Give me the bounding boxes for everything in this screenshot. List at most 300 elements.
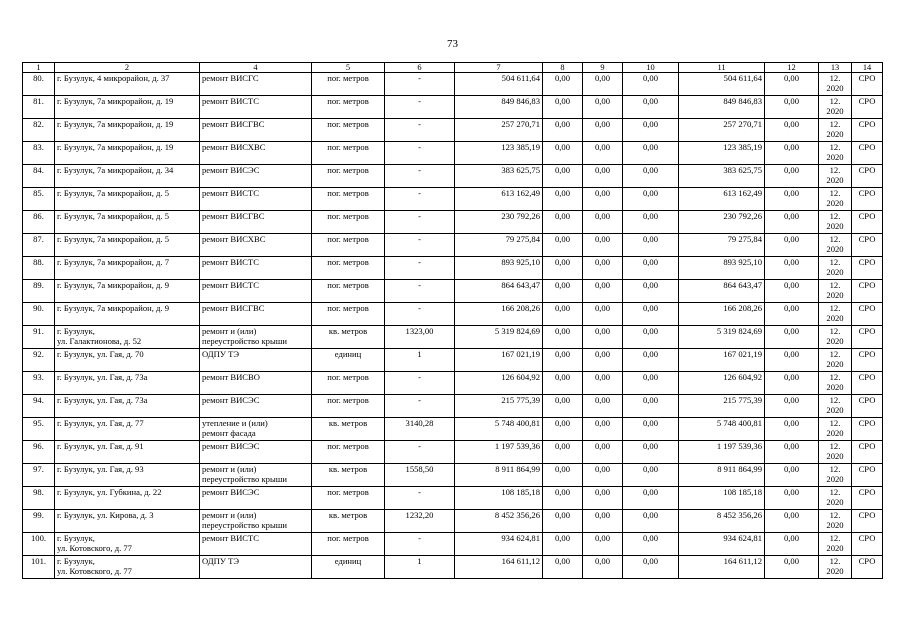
table-row: [23, 280, 883, 303]
unit-cell: пог. метров: [312, 257, 385, 280]
fund-cell: 0,00: [623, 280, 679, 303]
fund-cell: 0,00: [583, 464, 623, 487]
owner-funds-cell: 108 185,18: [679, 487, 765, 510]
fund-cell: 0,00: [583, 211, 623, 234]
fund-cell: 0,00: [543, 280, 583, 303]
total-cost-cell: 5 748 400,81: [455, 418, 543, 441]
column-number-header: 4: [200, 63, 312, 73]
fund-cell: 0,00: [583, 326, 623, 349]
owner-funds-cell: 849 846,83: [679, 96, 765, 119]
address-cell: г. Бузулук, ул. Губкина, д. 22: [55, 487, 200, 510]
fund-cell: 0,00: [623, 234, 679, 257]
owner-funds-cell: 613 162,49: [679, 188, 765, 211]
owner-funds-cell: 230 792,26: [679, 211, 765, 234]
column-number-header: 1: [23, 63, 55, 73]
unit-cell: пог. метров: [312, 211, 385, 234]
unit-cell: пог. метров: [312, 73, 385, 96]
volume-cell: 3140,28: [385, 418, 455, 441]
owner-funds-cell: 215 775,39: [679, 395, 765, 418]
fund-cell: 0,00: [765, 119, 819, 142]
completion-date-cell: 12. 2020: [819, 556, 852, 579]
address-cell: г. Бузулук, ул. Галактионова, д. 52: [55, 326, 200, 349]
fund-cell: 0,00: [765, 280, 819, 303]
method-cell: СРО: [852, 372, 883, 395]
fund-cell: 0,00: [765, 188, 819, 211]
fund-cell: 0,00: [765, 556, 819, 579]
method-cell: СРО: [852, 188, 883, 211]
fund-cell: 0,00: [583, 73, 623, 96]
fund-cell: 0,00: [543, 188, 583, 211]
address-cell: г. Бузулук, 7а микрорайон, д. 34: [55, 165, 200, 188]
fund-cell: 0,00: [543, 211, 583, 234]
work-type-cell: ремонт ВИСЭС: [200, 165, 312, 188]
fund-cell: 0,00: [623, 464, 679, 487]
completion-date-cell: 12. 2020: [819, 257, 852, 280]
table-row: [23, 96, 883, 119]
address-cell: г. Бузулук, 7а микрорайон, д. 5: [55, 234, 200, 257]
work-type-cell: ремонт ВИСГС: [200, 73, 312, 96]
row-number-cell: 88.: [23, 257, 55, 280]
table-row: [23, 349, 883, 372]
volume-cell: -: [385, 372, 455, 395]
row-number-cell: 80.: [23, 73, 55, 96]
column-number-header: 7: [455, 63, 543, 73]
total-cost-cell: 849 846,83: [455, 96, 543, 119]
total-cost-cell: 934 624,81: [455, 533, 543, 556]
fund-cell: 0,00: [623, 349, 679, 372]
row-number-cell: 85.: [23, 188, 55, 211]
column-number-header: 8: [543, 63, 583, 73]
completion-date-cell: 12. 2020: [819, 487, 852, 510]
work-type-cell: ремонт ВИСТС: [200, 280, 312, 303]
method-cell: СРО: [852, 418, 883, 441]
unit-cell: пог. метров: [312, 119, 385, 142]
fund-cell: 0,00: [543, 441, 583, 464]
unit-cell: пог. метров: [312, 395, 385, 418]
table-row: [23, 372, 883, 395]
completion-date-cell: 12. 2020: [819, 418, 852, 441]
table-row: [23, 211, 883, 234]
completion-date-cell: 12. 2020: [819, 280, 852, 303]
unit-cell: кв. метров: [312, 418, 385, 441]
work-type-cell: ремонт ВИСГВС: [200, 303, 312, 326]
volume-cell: -: [385, 257, 455, 280]
fund-cell: 0,00: [765, 510, 819, 533]
volume-cell: -: [385, 188, 455, 211]
column-number-header: 2: [55, 63, 200, 73]
total-cost-cell: 164 611,12: [455, 556, 543, 579]
fund-cell: 0,00: [583, 280, 623, 303]
work-type-cell: ОДПУ ТЭ: [200, 349, 312, 372]
fund-cell: 0,00: [543, 533, 583, 556]
fund-cell: 0,00: [583, 372, 623, 395]
fund-cell: 0,00: [583, 533, 623, 556]
table-row: [23, 418, 883, 441]
fund-cell: 0,00: [543, 487, 583, 510]
total-cost-cell: 230 792,26: [455, 211, 543, 234]
row-number-cell: 97.: [23, 464, 55, 487]
column-number-header: 9: [583, 63, 623, 73]
table-row: [23, 119, 883, 142]
total-cost-cell: 123 385,19: [455, 142, 543, 165]
volume-cell: -: [385, 165, 455, 188]
work-type-cell: ремонт и (или) переустройство крыши: [200, 464, 312, 487]
volume-cell: -: [385, 234, 455, 257]
fund-cell: 0,00: [765, 73, 819, 96]
work-type-cell: ремонт ВИСГВС: [200, 211, 312, 234]
work-type-cell: ремонт ВИСЭС: [200, 441, 312, 464]
completion-date-cell: 12. 2020: [819, 441, 852, 464]
owner-funds-cell: 934 624,81: [679, 533, 765, 556]
volume-cell: 1558,50: [385, 464, 455, 487]
method-cell: СРО: [852, 119, 883, 142]
fund-cell: 0,00: [543, 257, 583, 280]
row-number-cell: 84.: [23, 165, 55, 188]
fund-cell: 0,00: [543, 142, 583, 165]
unit-cell: пог. метров: [312, 533, 385, 556]
address-cell: г. Бузулук, 7а микрорайон, д. 5: [55, 188, 200, 211]
fund-cell: 0,00: [583, 142, 623, 165]
fund-cell: 0,00: [583, 395, 623, 418]
unit-cell: кв. метров: [312, 510, 385, 533]
address-cell: г. Бузулук, ул. Гая, д. 77: [55, 418, 200, 441]
fund-cell: 0,00: [623, 96, 679, 119]
completion-date-cell: 12. 2020: [819, 188, 852, 211]
completion-date-cell: 12. 2020: [819, 372, 852, 395]
fund-cell: 0,00: [765, 487, 819, 510]
fund-cell: 0,00: [583, 96, 623, 119]
unit-cell: пог. метров: [312, 372, 385, 395]
row-number-cell: 94.: [23, 395, 55, 418]
total-cost-cell: 1 197 539,36: [455, 441, 543, 464]
owner-funds-cell: 8 452 356,26: [679, 510, 765, 533]
volume-cell: -: [385, 395, 455, 418]
completion-date-cell: 12. 2020: [819, 234, 852, 257]
fund-cell: 0,00: [543, 165, 583, 188]
fund-cell: 0,00: [765, 96, 819, 119]
fund-cell: 0,00: [623, 326, 679, 349]
completion-date-cell: 12. 2020: [819, 464, 852, 487]
total-cost-cell: 613 162,49: [455, 188, 543, 211]
table-row: [23, 188, 883, 211]
fund-cell: 0,00: [543, 418, 583, 441]
method-cell: СРО: [852, 303, 883, 326]
volume-cell: -: [385, 487, 455, 510]
volume-cell: 1232,20: [385, 510, 455, 533]
unit-cell: пог. метров: [312, 487, 385, 510]
owner-funds-cell: 893 925,10: [679, 257, 765, 280]
method-cell: СРО: [852, 326, 883, 349]
row-number-cell: 96.: [23, 441, 55, 464]
fund-cell: 0,00: [623, 395, 679, 418]
work-type-cell: ремонт ВИСТС: [200, 96, 312, 119]
unit-cell: пог. метров: [312, 165, 385, 188]
column-number-header: 10: [623, 63, 679, 73]
work-type-cell: ремонт ВИСГВС: [200, 119, 312, 142]
volume-cell: -: [385, 303, 455, 326]
column-number-header: 14: [852, 63, 883, 73]
row-number-cell: 89.: [23, 280, 55, 303]
address-cell: г. Бузулук, ул. Гая, д. 73а: [55, 395, 200, 418]
fund-cell: 0,00: [765, 303, 819, 326]
work-type-cell: ОДПУ ТЭ: [200, 556, 312, 579]
address-cell: г. Бузулук, 7а микрорайон, д. 5: [55, 211, 200, 234]
fund-cell: 0,00: [583, 418, 623, 441]
completion-date-cell: 12. 2020: [819, 395, 852, 418]
fund-cell: 0,00: [543, 510, 583, 533]
unit-cell: пог. метров: [312, 142, 385, 165]
total-cost-cell: 215 775,39: [455, 395, 543, 418]
volume-cell: -: [385, 533, 455, 556]
table-row: [23, 326, 883, 349]
address-cell: г. Бузулук, ул. Гая, д. 73а: [55, 372, 200, 395]
table-row: [23, 556, 883, 579]
row-number-cell: 91.: [23, 326, 55, 349]
volume-cell: -: [385, 142, 455, 165]
fund-cell: 0,00: [583, 119, 623, 142]
fund-cell: 0,00: [623, 188, 679, 211]
volume-cell: -: [385, 119, 455, 142]
row-number-cell: 93.: [23, 372, 55, 395]
fund-cell: 0,00: [623, 510, 679, 533]
table-row: [23, 441, 883, 464]
work-type-cell: ремонт ВИСТС: [200, 533, 312, 556]
total-cost-cell: 893 925,10: [455, 257, 543, 280]
fund-cell: 0,00: [765, 349, 819, 372]
completion-date-cell: 12. 2020: [819, 326, 852, 349]
fund-cell: 0,00: [623, 441, 679, 464]
work-type-cell: утепление и (или) ремонт фасада: [200, 418, 312, 441]
unit-cell: пог. метров: [312, 234, 385, 257]
work-type-cell: ремонт и (или) переустройство крыши: [200, 510, 312, 533]
work-type-cell: ремонт ВИСТС: [200, 188, 312, 211]
total-cost-cell: 126 604,92: [455, 372, 543, 395]
address-cell: г. Бузулук, 7а микрорайон, д. 19: [55, 119, 200, 142]
completion-date-cell: 12. 2020: [819, 510, 852, 533]
method-cell: СРО: [852, 556, 883, 579]
volume-cell: -: [385, 73, 455, 96]
owner-funds-cell: 123 385,19: [679, 142, 765, 165]
fund-cell: 0,00: [623, 211, 679, 234]
address-cell: г. Бузулук, ул. Кирова, д. 3: [55, 510, 200, 533]
row-number-cell: 100.: [23, 533, 55, 556]
owner-funds-cell: 126 604,92: [679, 372, 765, 395]
volume-cell: -: [385, 441, 455, 464]
table-row: [23, 395, 883, 418]
unit-cell: кв. метров: [312, 326, 385, 349]
row-number-cell: 87.: [23, 234, 55, 257]
fund-cell: 0,00: [583, 487, 623, 510]
completion-date-cell: 12. 2020: [819, 533, 852, 556]
method-cell: СРО: [852, 142, 883, 165]
fund-cell: 0,00: [765, 418, 819, 441]
total-cost-cell: 5 319 824,69: [455, 326, 543, 349]
fund-cell: 0,00: [543, 326, 583, 349]
completion-date-cell: 12. 2020: [819, 73, 852, 96]
work-type-cell: ремонт ВИСХВС: [200, 142, 312, 165]
address-cell: г. Бузулук, 7а микрорайон, д. 19: [55, 96, 200, 119]
volume-cell: -: [385, 211, 455, 234]
unit-cell: пог. метров: [312, 441, 385, 464]
page-number: 73: [447, 38, 458, 50]
address-cell: г. Бузулук, ул. Котовского, д. 77: [55, 556, 200, 579]
fund-cell: 0,00: [543, 349, 583, 372]
owner-funds-cell: 257 270,71: [679, 119, 765, 142]
fund-cell: 0,00: [623, 533, 679, 556]
fund-cell: 0,00: [583, 303, 623, 326]
owner-funds-cell: 8 911 864,99: [679, 464, 765, 487]
unit-cell: пог. метров: [312, 96, 385, 119]
fund-cell: 0,00: [765, 165, 819, 188]
fund-cell: 0,00: [623, 73, 679, 96]
column-number-header: 11: [679, 63, 765, 73]
method-cell: СРО: [852, 510, 883, 533]
unit-cell: кв. метров: [312, 464, 385, 487]
completion-date-cell: 12. 2020: [819, 142, 852, 165]
fund-cell: 0,00: [623, 487, 679, 510]
fund-cell: 0,00: [623, 303, 679, 326]
address-cell: г. Бузулук, 7а микрорайон, д. 9: [55, 280, 200, 303]
work-type-cell: ремонт ВИСЭС: [200, 487, 312, 510]
total-cost-cell: 108 185,18: [455, 487, 543, 510]
completion-date-cell: 12. 2020: [819, 96, 852, 119]
fund-cell: 0,00: [765, 211, 819, 234]
work-type-cell: ремонт ВИСТС: [200, 257, 312, 280]
owner-funds-cell: 167 021,19: [679, 349, 765, 372]
total-cost-cell: 8 452 356,26: [455, 510, 543, 533]
table-row: [23, 73, 883, 96]
fund-cell: 0,00: [543, 395, 583, 418]
row-number-cell: 98.: [23, 487, 55, 510]
column-number-header: 5: [312, 63, 385, 73]
method-cell: СРО: [852, 73, 883, 96]
total-cost-cell: 79 275,84: [455, 234, 543, 257]
total-cost-cell: 383 625,75: [455, 165, 543, 188]
fund-cell: 0,00: [543, 372, 583, 395]
method-cell: СРО: [852, 487, 883, 510]
fund-cell: 0,00: [583, 349, 623, 372]
fund-cell: 0,00: [543, 96, 583, 119]
total-cost-cell: 864 643,47: [455, 280, 543, 303]
address-cell: г. Бузулук, 7а микрорайон, д. 7: [55, 257, 200, 280]
row-number-cell: 95.: [23, 418, 55, 441]
table-row: [23, 234, 883, 257]
address-cell: г. Бузулук, 4 микрорайон, д. 37: [55, 73, 200, 96]
completion-date-cell: 12. 2020: [819, 165, 852, 188]
volume-cell: 1323,00: [385, 326, 455, 349]
table-row: [23, 303, 883, 326]
fund-cell: 0,00: [765, 234, 819, 257]
fund-cell: 0,00: [623, 556, 679, 579]
volume-cell: 1: [385, 349, 455, 372]
owner-funds-cell: 383 625,75: [679, 165, 765, 188]
completion-date-cell: 12. 2020: [819, 211, 852, 234]
method-cell: СРО: [852, 165, 883, 188]
method-cell: СРО: [852, 349, 883, 372]
unit-cell: единиц: [312, 349, 385, 372]
address-cell: г. Бузулук, ул. Гая, д. 93: [55, 464, 200, 487]
fund-cell: 0,00: [623, 119, 679, 142]
method-cell: СРО: [852, 533, 883, 556]
fund-cell: 0,00: [583, 257, 623, 280]
fund-cell: 0,00: [583, 165, 623, 188]
fund-cell: 0,00: [543, 556, 583, 579]
fund-cell: 0,00: [765, 441, 819, 464]
completion-date-cell: 12. 2020: [819, 303, 852, 326]
fund-cell: 0,00: [543, 464, 583, 487]
volume-cell: -: [385, 280, 455, 303]
owner-funds-cell: 504 611,64: [679, 73, 765, 96]
fund-cell: 0,00: [543, 119, 583, 142]
total-cost-cell: 257 270,71: [455, 119, 543, 142]
table-row: [23, 165, 883, 188]
method-cell: СРО: [852, 280, 883, 303]
address-cell: г. Бузулук, ул. Гая, д. 91: [55, 441, 200, 464]
address-cell: г. Бузулук, 7а микрорайон, д. 9: [55, 303, 200, 326]
owner-funds-cell: 5 748 400,81: [679, 418, 765, 441]
row-number-cell: 92.: [23, 349, 55, 372]
owner-funds-cell: 1 197 539,36: [679, 441, 765, 464]
work-type-cell: ремонт ВИСВО: [200, 372, 312, 395]
fund-cell: 0,00: [583, 188, 623, 211]
unit-cell: единиц: [312, 556, 385, 579]
row-number-cell: 81.: [23, 96, 55, 119]
fund-cell: 0,00: [623, 165, 679, 188]
method-cell: СРО: [852, 464, 883, 487]
method-cell: СРО: [852, 257, 883, 280]
repair-program-table: [22, 62, 883, 579]
method-cell: СРО: [852, 441, 883, 464]
unit-cell: пог. метров: [312, 188, 385, 211]
fund-cell: 0,00: [543, 73, 583, 96]
fund-cell: 0,00: [583, 556, 623, 579]
owner-funds-cell: 864 643,47: [679, 280, 765, 303]
fund-cell: 0,00: [765, 257, 819, 280]
total-cost-cell: 504 611,64: [455, 73, 543, 96]
volume-cell: -: [385, 96, 455, 119]
fund-cell: 0,00: [765, 533, 819, 556]
fund-cell: 0,00: [623, 372, 679, 395]
fund-cell: 0,00: [583, 234, 623, 257]
fund-cell: 0,00: [623, 257, 679, 280]
total-cost-cell: 167 021,19: [455, 349, 543, 372]
completion-date-cell: 12. 2020: [819, 119, 852, 142]
fund-cell: 0,00: [765, 395, 819, 418]
method-cell: СРО: [852, 211, 883, 234]
completion-date-cell: 12. 2020: [819, 349, 852, 372]
method-cell: СРО: [852, 234, 883, 257]
work-type-cell: ремонт ВИСЭС: [200, 395, 312, 418]
table-row: [23, 257, 883, 280]
total-cost-cell: 8 911 864,99: [455, 464, 543, 487]
method-cell: СРО: [852, 96, 883, 119]
column-number-header: 13: [819, 63, 852, 73]
method-cell: СРО: [852, 395, 883, 418]
fund-cell: 0,00: [623, 418, 679, 441]
fund-cell: 0,00: [765, 326, 819, 349]
owner-funds-cell: 79 275,84: [679, 234, 765, 257]
row-number-cell: 82.: [23, 119, 55, 142]
fund-cell: 0,00: [583, 441, 623, 464]
table-body: [23, 73, 883, 579]
owner-funds-cell: 164 611,12: [679, 556, 765, 579]
work-type-cell: ремонт ВИСХВС: [200, 234, 312, 257]
row-number-cell: 86.: [23, 211, 55, 234]
fund-cell: 0,00: [583, 510, 623, 533]
table-row: [23, 487, 883, 510]
row-number-cell: 101.: [23, 556, 55, 579]
address-cell: г. Бузулук, ул. Гая, д. 70: [55, 349, 200, 372]
